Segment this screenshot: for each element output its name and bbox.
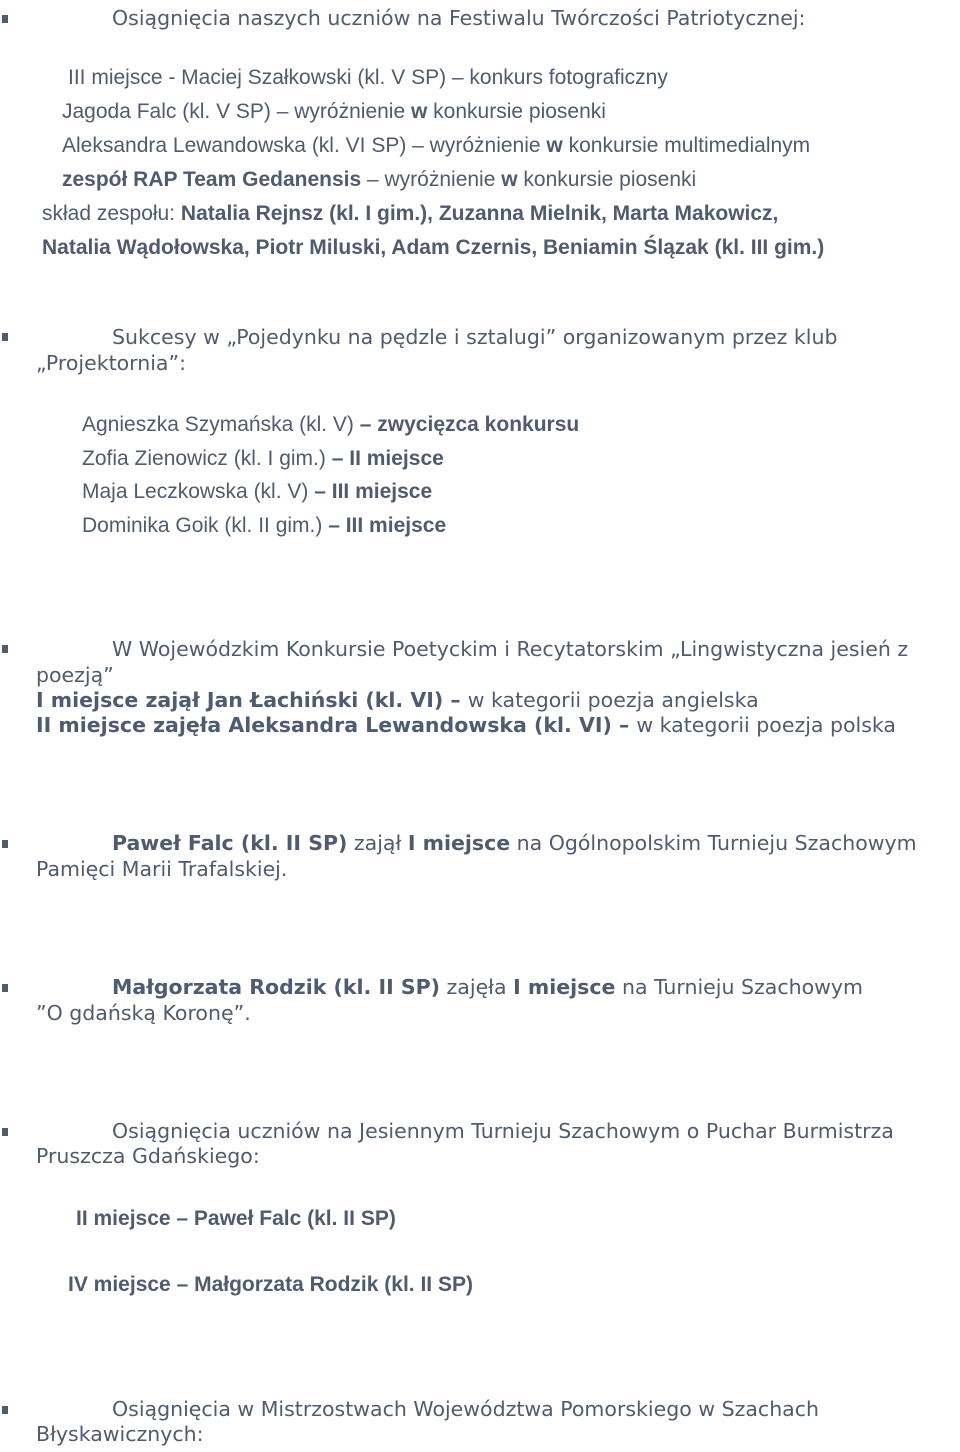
section-heading: Osiągnięcia naszych uczniów na Festiwalu Twórczości Patriotycznej: <box>112 6 806 30</box>
text-fragment: zajęła <box>440 975 514 999</box>
student-name: Paweł Falc (kl. II SP) <box>112 831 348 855</box>
text-fragment: na Turnieju Szachowym <box>615 975 864 999</box>
student-name: Małgorzata Rodzik (kl. II SP) <box>112 975 441 999</box>
bullet-marker <box>2 15 8 23</box>
section-heading-cont: „Projektornia”: <box>36 351 187 375</box>
item-name: Maja Leczkowska (kl. V) <box>82 480 309 503</box>
item-name: skład zespołu: <box>42 202 181 225</box>
place-text: I miejsce <box>407 831 511 855</box>
bullet-marker <box>2 984 8 992</box>
item-name: Jagoda Falc (kl. V SP) <box>62 100 271 123</box>
item-name: Aleksandra Lewandowska (kl. VI SP) <box>62 134 407 157</box>
item-detail: – zwycięzca konkursu <box>353 413 580 436</box>
list-item <box>36 688 759 712</box>
item-detail-bold: w <box>501 168 518 191</box>
list-item <box>82 447 444 471</box>
section-text-cont: Pamięci Marii Trafalskiej. <box>36 857 288 881</box>
item-name: Agnieszka Szymańska (kl. V) <box>82 413 354 436</box>
item-dash: – <box>443 688 468 712</box>
section-heading: Sukcesy w „Pojedynku na pędzle i sztalugi” organizowanym przez klub <box>112 325 838 349</box>
bullet-marker <box>2 840 8 848</box>
bullet-marker <box>2 645 8 653</box>
item-detail: – III miejsce <box>308 480 433 503</box>
list-item <box>62 100 606 124</box>
list-item: II miejsce – Paweł Falc (kl. II SP) <box>76 1207 396 1230</box>
item-name: Natalia Wądołowska, Piotr Miluski, Adam Czernis, Beniamin Ślązak (kl. III gim.) <box>42 236 825 259</box>
item-detail-bold: w <box>546 134 563 157</box>
item-detail: – wyróżnienie <box>406 134 547 157</box>
section-text <box>112 831 917 855</box>
item-detail: – III miejsce <box>322 514 447 537</box>
item-name: Zofia Zienowicz (kl. I gim.) <box>82 447 326 470</box>
item-detail: – konkurs fotograficzny <box>446 66 668 89</box>
section-heading: W Wojewódzkim Konkursie Poetyckim i Recytatorskim „Lingwistyczna jesień z <box>112 637 909 661</box>
section-heading-cont: Błyskawicznych: <box>36 1422 204 1446</box>
section-text <box>112 975 863 999</box>
item-name: I miejsce zajął Jan Łachiński (kl. VI) <box>36 688 444 712</box>
item-dash: – <box>611 713 637 737</box>
bullet-marker <box>2 333 8 341</box>
list-item: IV miejsce – Małgorzata Rodzik (kl. II SP) <box>68 1273 473 1296</box>
list-item <box>62 134 810 158</box>
item-detail: konkursie piosenki <box>517 168 697 191</box>
item-name: III miejsce - Maciej Szałkowski (kl. V SP) <box>68 66 447 89</box>
item-name: Dominika Goik (kl. II gim.) <box>82 514 323 537</box>
item-detail: konkursie piosenki <box>427 100 606 123</box>
item-detail: – wyróżnienie <box>270 100 411 123</box>
text-fragment: zajął <box>347 831 408 855</box>
list-item <box>36 713 896 737</box>
place-text: I miejsce <box>513 975 616 999</box>
item-detail-bold: w <box>411 100 428 123</box>
item-detail: – II miejsce <box>325 447 444 470</box>
list-item <box>82 480 432 504</box>
list-item <box>82 514 446 538</box>
item-name: zespół RAP Team Gedanensis <box>62 168 362 191</box>
bullet-marker <box>2 1128 8 1136</box>
item-name: II miejsce zajęła Aleksandra Lewandowska (kl. VI) <box>36 713 612 737</box>
item-detail: – wyróżnienie <box>361 168 502 191</box>
item-detail: konkursie multimedialnym <box>562 134 811 157</box>
list-item <box>82 413 579 437</box>
item-detail-bold: Natalia Rejnsz (kl. I gim.), Zuzanna Mielnik, Marta Makowicz, <box>180 202 779 225</box>
item-detail: w kategorii poezja polska <box>636 713 896 737</box>
text-fragment: na Ogólnopolskim Turnieju Szachowym <box>510 831 917 855</box>
section-heading-cont: poezją” <box>36 663 114 687</box>
bullet-marker <box>2 1406 8 1414</box>
section-heading-cont: Pruszcza Gdańskiego: <box>36 1144 260 1168</box>
section-heading: Osiągnięcia w Mistrzostwach Województwa Pomorskiego w Szachach <box>112 1397 820 1421</box>
list-item <box>42 236 824 260</box>
section-heading: Osiągnięcia uczniów na Jesiennym Turnieju Szachowym o Puchar Burmistrza <box>112 1119 894 1143</box>
section-text-cont: ”O gdańską Koronę”. <box>36 1001 251 1025</box>
list-item <box>68 66 668 90</box>
list-item <box>62 168 696 192</box>
list-item <box>42 202 778 226</box>
item-detail: w kategorii poezja angielska <box>467 688 759 712</box>
